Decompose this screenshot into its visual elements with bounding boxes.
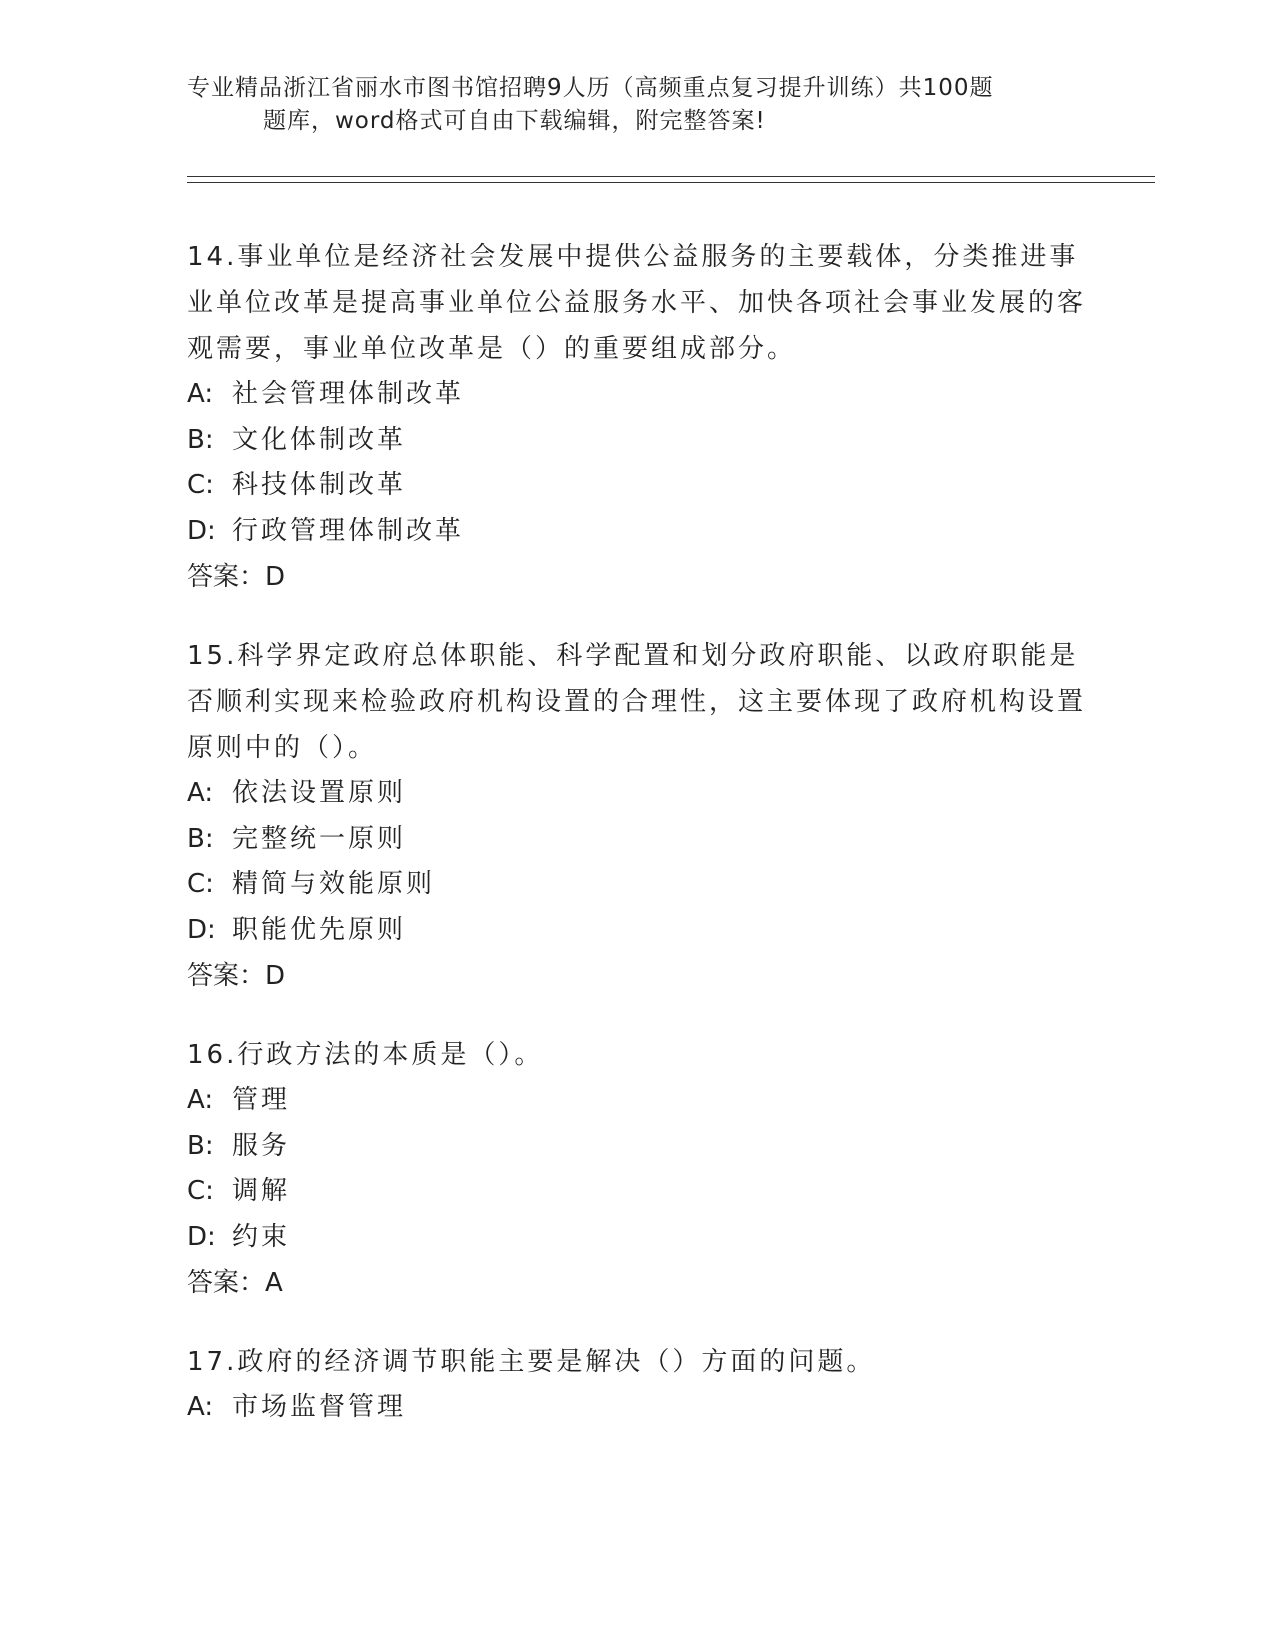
option-text: 文化体制改革 [232, 424, 407, 455]
option-text: 科技体制改革 [232, 470, 407, 500]
option-key: B: [187, 1130, 214, 1161]
question-stem: 14.事业单位是经济社会发展中提供公益服务的主要载体，分类推进事业单位改革是提高事业单位公益服务水平、加快各项社会事业发展的客观需要，事业单位改革是（）的重要组成部分。 [187, 242, 1087, 364]
option-text: 行政管理体制改革 [232, 515, 465, 546]
question-14 [187, 234, 1087, 600]
option-key: A: [187, 1392, 214, 1422]
option-c [187, 463, 1087, 509]
question-stem: 16.行政方法的本质是（）。 [187, 1040, 544, 1070]
option-b [187, 817, 1087, 863]
option-c [187, 1169, 1087, 1215]
option-text: 约束 [232, 1221, 291, 1252]
question-stem: 17.政府的经济调节职能主要是解决（）方面的问题。 [187, 1347, 876, 1377]
option-a [187, 771, 1087, 817]
option-a [187, 1385, 1087, 1431]
option-text: 服务 [232, 1130, 291, 1161]
document-header [187, 72, 1067, 138]
option-key: D: [187, 1221, 216, 1252]
option-text: 完整统一原则 [232, 823, 407, 854]
question-16 [187, 1032, 1087, 1306]
option-key: B: [187, 424, 214, 455]
option-text: 精简与效能原则 [232, 869, 436, 899]
header-title-line-1: 专业精品浙江省丽水市图书馆招聘9人历（高频重点复习提升训练）共100题 [187, 75, 994, 101]
option-d [187, 509, 1087, 555]
option-d [187, 908, 1087, 954]
option-a [187, 372, 1087, 418]
answer-line: 答案：D [187, 961, 286, 991]
option-key: C: [187, 470, 214, 500]
option-text: 依法设置原则 [232, 778, 407, 808]
option-b [187, 418, 1087, 464]
header-title-line-2: 题库，word格式可自由下载编辑，附完整答案! [263, 108, 766, 134]
header-divider-top [187, 176, 1155, 177]
question-17 [187, 1339, 1087, 1431]
option-key: A: [187, 379, 214, 409]
answer-line: 答案：D [187, 562, 286, 592]
option-key: D: [187, 914, 216, 945]
question-15 [187, 633, 1087, 999]
option-text: 调解 [232, 1176, 291, 1206]
header-divider-bottom [187, 182, 1155, 183]
option-key: C: [187, 869, 214, 899]
option-text: 职能优先原则 [232, 914, 407, 945]
question-stem: 15.科学界定政府总体职能、科学配置和划分政府职能、以政府职能是否顺利实现来检验政府机构设置的合理性，这主要体现了政府机构设置原则中的（）。 [187, 641, 1087, 763]
option-c [187, 862, 1087, 908]
option-text: 市场监督管理 [232, 1392, 407, 1422]
option-key: D: [187, 515, 216, 546]
question-list [187, 234, 1087, 1464]
option-key: C: [187, 1176, 214, 1206]
option-b [187, 1124, 1087, 1170]
option-key: A: [187, 1085, 214, 1115]
option-d [187, 1215, 1087, 1261]
answer-line: 答案：A [187, 1268, 283, 1298]
option-a [187, 1078, 1087, 1124]
option-key: A: [187, 778, 214, 808]
option-text: 管理 [232, 1085, 291, 1115]
option-text: 社会管理体制改革 [232, 379, 465, 409]
option-key: B: [187, 823, 214, 854]
